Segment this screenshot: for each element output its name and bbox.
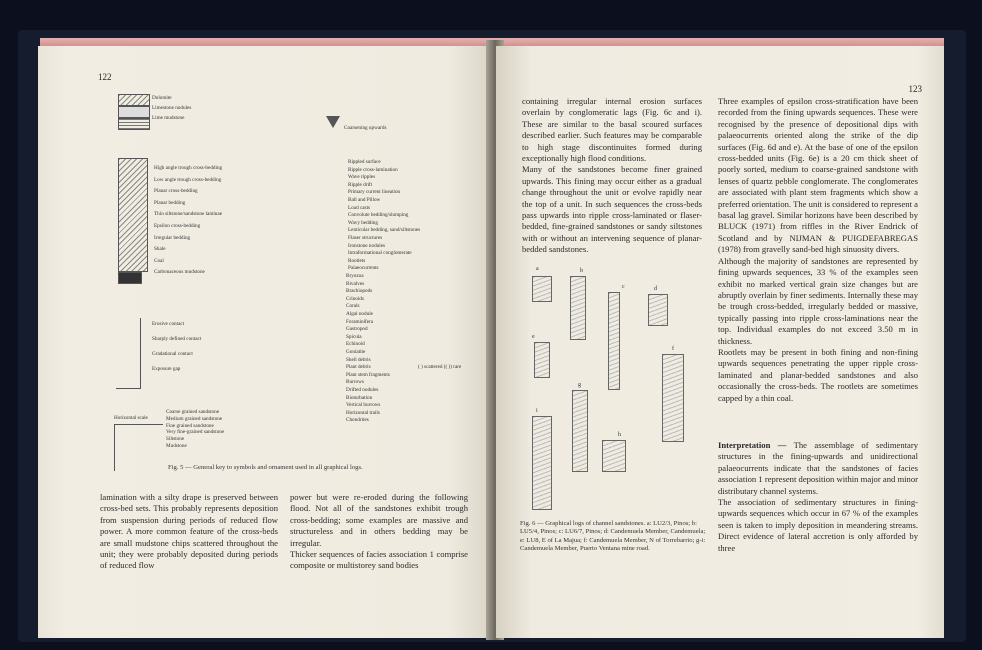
key-entry: Ball and Pillow [348, 197, 381, 203]
key-entry: Coal [154, 257, 164, 264]
key-entry: Medium grained sandstone [166, 415, 223, 422]
key-entry: Gastropod [346, 326, 368, 333]
key-entry: Intraformational conglomerate [348, 250, 412, 257]
key-entry: Burrows [346, 379, 364, 386]
key-entry: Low angle trough cross-bedding [154, 176, 222, 183]
key-entry: Drifted nodules [346, 387, 379, 393]
key-entry: Flaser structures [348, 235, 383, 241]
key-entry: Erosive contact [152, 321, 185, 327]
key-entry: Shale [154, 246, 166, 253]
left-col1-text: lamination with a silty drape is preserved between cross-bed sets. This probably represents deposition from suspension during periods of reduced flow power. A more common feature of the cross-beds are small mudstone chips scattered throughout the unit; they were probably deposited during periods of reduced flow [100, 492, 278, 571]
key-entry: Foraminifera [346, 318, 374, 325]
key-entry: Shell debris [346, 356, 371, 363]
contacts-symbol [116, 318, 141, 389]
key-entry: Siltstone [166, 436, 185, 443]
key-entry: Plant debris [346, 364, 371, 371]
log-g [572, 390, 588, 472]
key-entry: Vertical burrows [346, 402, 381, 409]
right-page-number: 123 [908, 84, 922, 94]
key-entry: High angle trough cross-bedding [154, 165, 223, 171]
key-entry: Bivalves [346, 280, 365, 287]
key-entry: Spicula [346, 333, 362, 340]
key-entry: Ripple cross-lamination [348, 166, 398, 173]
figure-label-h: h [618, 432, 621, 438]
grain-scale-steps [114, 424, 163, 471]
log-a [532, 276, 552, 302]
key-entry: Fine grained sandstone [166, 422, 214, 429]
left-page [38, 46, 494, 638]
log-b [570, 276, 586, 340]
figure-label-d: d [654, 286, 657, 292]
key-entry: Gradational contact [152, 351, 193, 357]
key-entry: Rootlets [348, 257, 366, 264]
key-entry: Primary current lineation [348, 189, 401, 196]
figure-label-e: e [532, 334, 535, 340]
fig5-caption: Fig. 5 — General key to symbols and ornament used in all graphical logs. [168, 464, 363, 471]
interpretation-text: The assemblage of sedimentary structures in the fining-upwards and unidirectional palaeocurrents indicate that the sandstones of facies association 1 represent deposition within major and minor distributary channel systems. The association of sedimentary structures in fining-upwards sequences which occur in 67 % of the examples seen is taken to imply deposition in meandering streams. Direct evidence of lateral accretion is only afforded by three [718, 440, 918, 553]
log-h [602, 440, 626, 472]
figure-label-c: c [622, 284, 625, 290]
key-entry: Load casts [348, 204, 371, 211]
key-entry: Rippled surface [348, 159, 381, 165]
key-entry: Carbonaceous mudstone [154, 269, 205, 276]
log-f [662, 354, 684, 442]
key-entry: Lime mudstone [152, 115, 185, 121]
fig6-caption: Fig. 6 — Graphical logs of channel sandstones. a: LU2/3, Pinos; b: LU5/4, Pinos; c: LU6/7, Pinos; d: Candemuela Member, Candemuela; e: LU8, E of La Majua; f: Candemuela Member, N of Torrebarrio; g-i: Candemuela Member, Puerto Ventana mine road. [520, 520, 706, 553]
key-entry: Ripple drift [348, 181, 373, 188]
key-entry: Limestone nodules [152, 105, 192, 111]
key-entry: Sharply defined contact [152, 336, 202, 342]
key-entry: Convolute bedding/slumping [348, 212, 409, 219]
key-entry: Mudstone [166, 443, 187, 449]
figure-label-b: b [580, 268, 583, 274]
key-entry: Chondrites [346, 417, 369, 424]
figure-label-i: i [536, 408, 538, 414]
log-i [532, 416, 552, 510]
key-entry: Thin siltstone/sandstone laminae [154, 211, 223, 218]
key-entry: Crinoids [346, 295, 364, 302]
key-entry: Irregular bedding [154, 234, 191, 241]
left-col2-text: power but were re-eroded during the following flood. Not all of the sandstones exhibit trough cross-bedding; some examples are massive and structureless and in others bedding may be irregular. Thicker sequences of facies association 1 comprise composite or multistorey sand bodies [290, 492, 468, 571]
log-e [534, 342, 550, 378]
fig6-logs [522, 264, 712, 516]
key-entry: Planar cross-bedding [154, 188, 198, 195]
key-entry: Epsilon cross-bedding [154, 223, 201, 229]
key-entry: Wavy bedding [348, 219, 378, 226]
key-entry: Brachiopods [346, 288, 373, 295]
key-entry: Coarse grained sandstone [166, 409, 220, 415]
horizontal-scale-label: Horizontal scale [114, 415, 148, 421]
key-entry: Dolomite [152, 95, 172, 101]
key-entry: Goniatite [346, 349, 366, 355]
bedding-symbols-column [118, 158, 148, 272]
left-page-number: 122 [98, 72, 112, 82]
coal-symbol [118, 272, 142, 284]
key-entry: Plant stem fragments [346, 371, 390, 378]
key-entry: Echinoid [346, 341, 365, 348]
key-entry: Lenticular bedding, sand/siltstones [348, 227, 421, 234]
lime-mudstone-symbol [118, 118, 150, 130]
log-c [608, 292, 620, 390]
key-entry: Algal nodule [346, 311, 373, 317]
plant-debris-qualifier: ( ) scattered (( )) rare [418, 364, 462, 371]
key-entry: Bryozoa [346, 273, 364, 279]
key-entry: Very fine-grained sandstone [166, 429, 225, 436]
key-entry: Corals [346, 303, 360, 310]
key-entry: Palaeocurrents [348, 265, 379, 272]
log-d [648, 294, 668, 326]
figure-label-g: g [578, 382, 581, 388]
dolomite-symbol [118, 94, 150, 106]
key-entry: Ironstone nodules [348, 242, 386, 249]
interpretation-paragraph [718, 440, 918, 554]
interpretation-heading: Interpretation — [718, 440, 787, 450]
right-col1-text: containing irregular internal erosion surfaces overlain by conglomeratic lags (Fig. 6c and i). These are similar to the basal scoured surfaces described earlier. Such features may be comparable to high stage discontinuites formed during exceptionally high flood conditions. Many of the sandstones become finer grained upwards. This fining may occur either as a gradual change throughout the unit or evolve rapidly near the top of a unit. In such sequences the cross-beds pass upwards into ripple cross-laminated or flaser-bedded, fine-grained sandstones or sandy siltstones with or without an intervening sequence of planar-bedded sandstones. [522, 96, 702, 255]
right-col2-text: Three examples of epsilon cross-stratification have been recorded from the fining upwards sequences. These were recognised by the presence of depositional dips with palaeocurrents oriented along the strike of the dip surfaces (Fig. 6d and e). At the base of one of the epsilon cross-bedded units (Fig. 6e) is a 20 cm thick sheet of poorly sorted, medium to coarse-grained sandstone with lenses of quartz pebble conglomerate. The conglomerates are associated with plant stem fragments which show a preferred orientation. The unit is considered to represent a basal lag gravel. Similar horizons have been described by BLUCK (1971) from riffles in the River Endrick of Scotland and by NIJMAN & PUIGDEFABREGAS (1978) from gravelly sand-bed high sinuosity divers. Although the majority of sandstones are represented by fining upwards sequences, 33 % of the examples seen exhibit no marked vertical grain size changes but are abruptly overlain by finer sediments. Internally these may be trough cross-bedded, irregularly bedded or massive, typically passing into ripple cross-laminations near the top. Individual examples do not exceed 3.50 m in thickness. Rootlets may be present in both fining and non-fining upwards sequences penetrating the upper ripple cross-laminated and planar-bedded sandstones and also occasionally the cross-beds. The rootlets are sometimes capped by a thin coal. [718, 96, 918, 403]
key-entry: Coarsening upwards [344, 125, 387, 131]
key-entry: Exposure gap [152, 366, 181, 372]
figure-label-f: f [672, 346, 674, 352]
key-entry: Planar bedding [154, 199, 186, 206]
key-entry: Horizontal trails [346, 409, 380, 416]
limestone-nodules-symbol [118, 106, 150, 118]
coarsening-upwards-icon [326, 116, 340, 128]
key-entry: Wave ripples [348, 174, 376, 181]
figure-label-a: a [536, 266, 539, 272]
key-entry: Bioturbation [346, 394, 373, 401]
